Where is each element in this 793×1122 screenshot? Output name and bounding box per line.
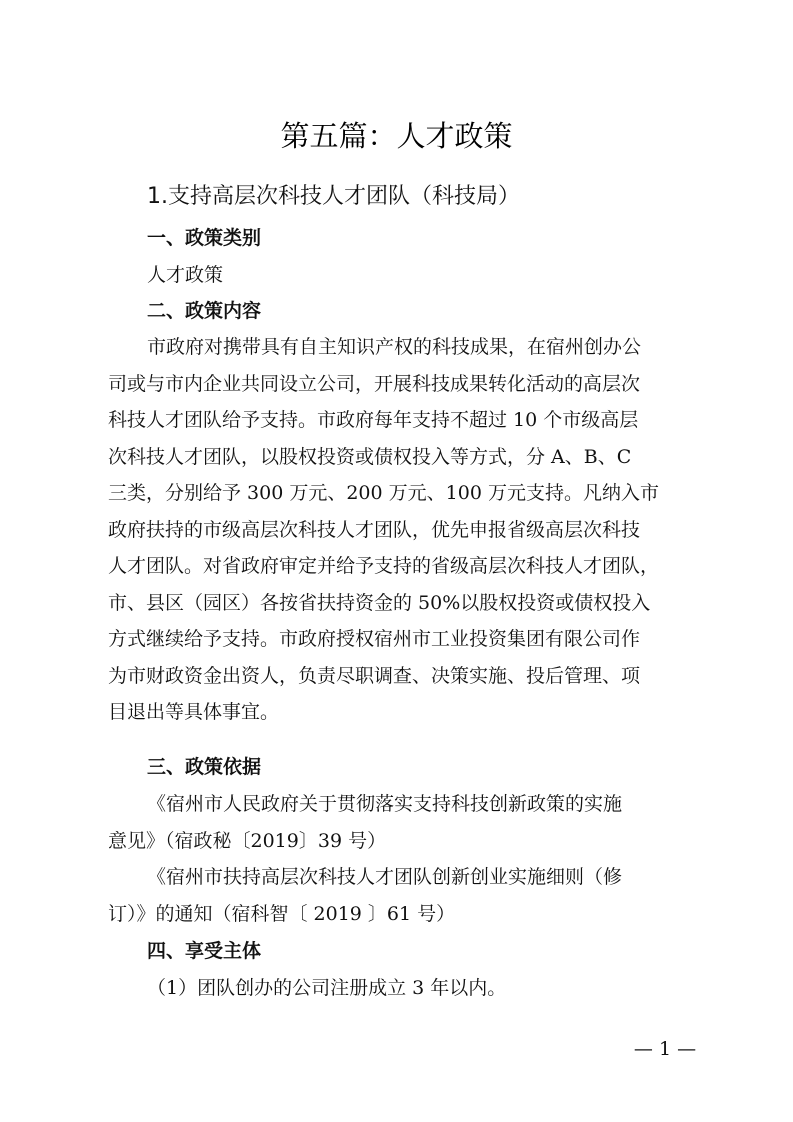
- paragraph-line: 司或与市内企业共同设立公司，开展科技成果转化活动的高层次: [108, 372, 641, 395]
- paragraph-line: 科技人才团队给予支持。市政府每年支持不超过 10 个市级高层: [108, 409, 639, 431]
- category-body: 人才政策: [147, 264, 224, 286]
- paragraph-line: 目退出等具体事宜。: [108, 701, 280, 723]
- content-paragraph: [0, 334, 659, 736]
- paragraph-line: 三类，分别给予 300 万元、200 万元、100 万元支持。凡纳入市: [108, 482, 659, 504]
- page-title: 第五篇：人才政策: [280, 119, 513, 153]
- section-heading-beneficiary: 四、享受主体: [147, 940, 262, 962]
- paragraph-line: 政府扶持的市级高层次科技人才团队，优先申报省级高层次科技: [108, 518, 641, 541]
- reference-line: 《宿州市人民政府关于贯彻落实支持科技创新政策的实施: [147, 793, 623, 815]
- paragraph-line: 为市财政资金出资人，负责尽职调查、决策实施、投后管理、项: [108, 664, 641, 687]
- section-heading-basis: 三、政策依据: [147, 756, 262, 778]
- paragraph-line: 市、县区（园区）各按省扶持资金的 50%以股权投资或债权投入: [108, 591, 651, 614]
- reference-line: 订）》的通知（宿科智〔 2019 〕61 号）: [108, 902, 456, 925]
- section-heading-content: 二、政策内容: [147, 300, 262, 322]
- reference-line: 《宿州市扶持高层次科技人才团队创新创业实施细则（修: [147, 866, 623, 888]
- section-heading-category: 一、政策类别: [147, 227, 262, 249]
- paragraph-line: 人才团队。对省政府审定并给予支持的省级高层次科技人才团队，: [108, 555, 660, 577]
- paragraph-line: 次科技人才团队，以股权投资或债权投入等方式，分 A、B、C: [108, 445, 632, 468]
- basis-references: [0, 791, 622, 937]
- reference-line: 意见》（宿政秘〔2019〕39 号）: [108, 829, 387, 852]
- paragraph-line: 市政府对携带具有自主知识产权的科技成果，在宿州创办公: [147, 336, 642, 358]
- beneficiary-body: （1）团队创办的公司注册成立 3 年以内。: [147, 977, 507, 999]
- policy-subtitle: 1.支持高层次科技人才团队（科技局）: [147, 184, 520, 209]
- paragraph-line: 方式继续给予支持。市政府授权宿州市工业投资集团有限公司作: [108, 628, 641, 650]
- page-number: — 1 —: [633, 1038, 697, 1060]
